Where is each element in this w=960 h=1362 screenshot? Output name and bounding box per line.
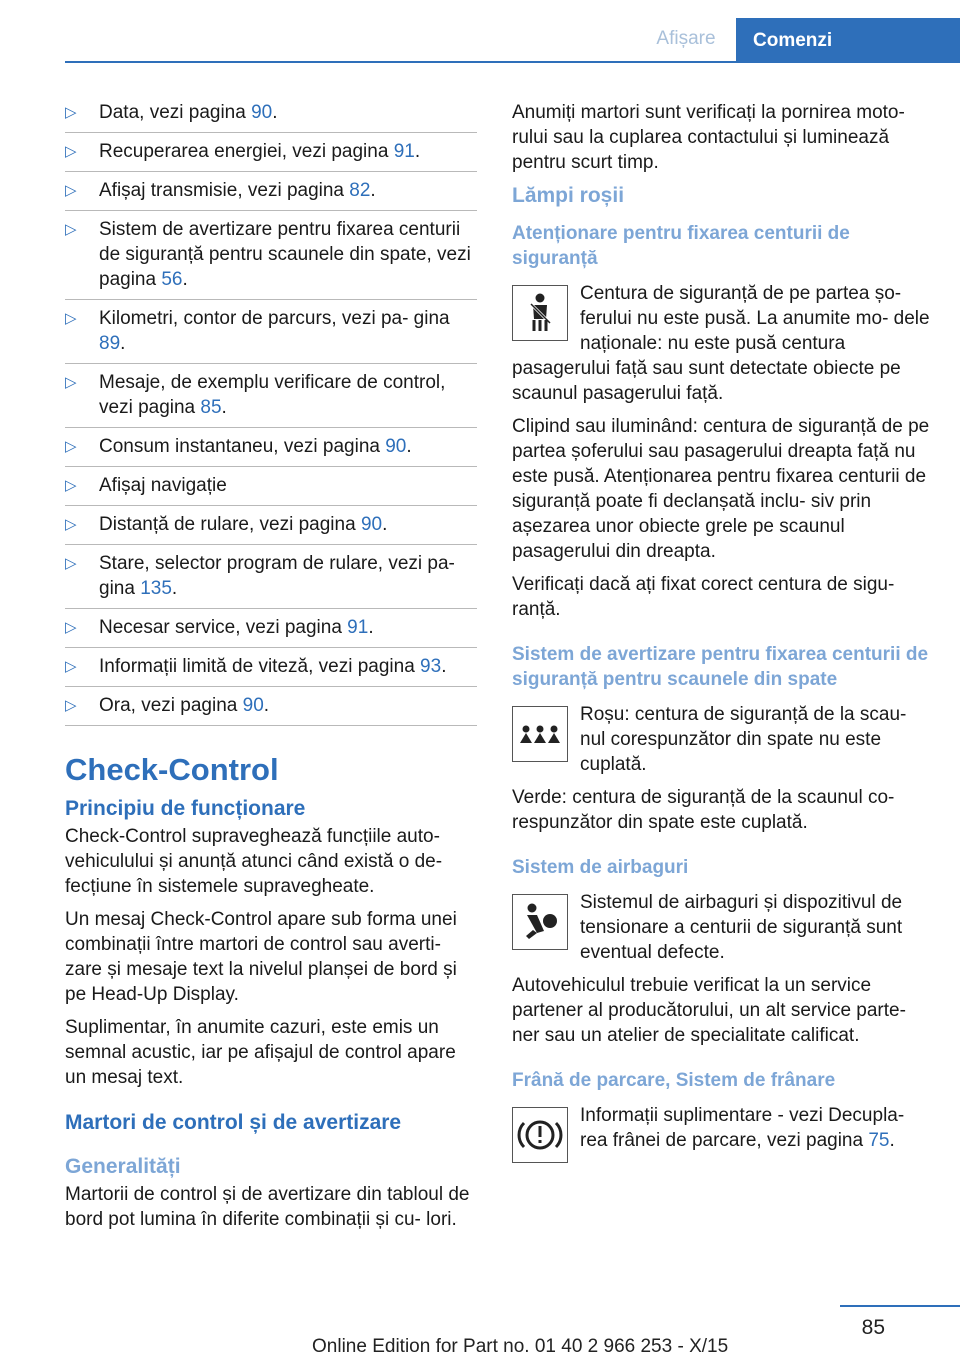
subsection-lamps: Martori de control și de avertizare (65, 1111, 402, 1134)
list-item-end: . (368, 617, 374, 638)
section-title-check-control: Check-Control (65, 752, 279, 787)
list-item (65, 139, 477, 172)
list-item-end: . (382, 514, 388, 535)
left-column (65, 100, 477, 1240)
paragraph: Un mesaj Check-Control apare sub forma unei combinații între martori de control sau averti- zare și mesaje text la nivelul planșei de bord și pe Head-Up Display. (65, 909, 457, 1005)
page-link[interactable]: 90 (385, 436, 407, 457)
triangle-right-icon: ▷ (65, 516, 77, 533)
paragraph: Autovehiculul trebuie verificat la un service partener al producătorului, un alt service parte- ner sau un atelier de specialitate calificat. (512, 975, 906, 1046)
list-item (65, 654, 477, 687)
list-item-end: . (171, 578, 178, 599)
page-link[interactable]: 56 (161, 269, 183, 290)
list-item-end: . (182, 269, 188, 290)
paragraph: Verde: centura de siguranță de la scaunul co- respunzător din spate este cuplată. (512, 787, 895, 833)
list-item (65, 100, 477, 133)
list-item-text: Afișaj navigație (99, 475, 227, 496)
list-item-end: . (441, 656, 447, 677)
tab-comenzi[interactable] (736, 18, 960, 62)
list-item (65, 370, 477, 428)
triangle-right-icon: ▷ (65, 221, 77, 238)
heading-red-lamps: Lămpi roșii (512, 184, 625, 207)
right-column (512, 100, 930, 1167)
list-item (65, 178, 477, 211)
page-header (0, 0, 960, 62)
seatbelt-warning-icon (512, 285, 568, 341)
list-item-text: Necesar service, vezi pagina (99, 617, 348, 638)
triangle-right-icon: ▷ (65, 619, 77, 636)
list-item-text: Data, vezi pagina (99, 102, 252, 123)
heading-rear-belt: Sistem de avertizare pentru fixarea centurii de siguranță pentru scaunele din spate (512, 644, 929, 690)
list-item-text: Consum instantaneu, vezi pagina (99, 436, 386, 457)
brake-block (512, 1103, 930, 1167)
list-item-end: . (221, 397, 227, 418)
page-link[interactable]: 93 (420, 656, 442, 677)
list-item-text: Kilometri, contor de parcurs, vezi pa- gina (99, 308, 450, 329)
belt-warning-block (512, 281, 930, 406)
rear-belt-text: Roșu: centura de siguranță de la scau- nul corespunzător din spate nu este cuplată. (580, 704, 907, 775)
triangle-right-icon: ▷ (65, 310, 77, 327)
list-item-end: . (414, 141, 421, 162)
page-link[interactable]: 89 (99, 333, 121, 354)
list-item (65, 693, 477, 726)
paragraph: Suplimentar, în anumite cazuri, este emis un semnal acustic, iar pe afișajul de control apare un mesaj text. (65, 1017, 456, 1088)
page-link[interactable]: 91 (393, 141, 415, 162)
page-link[interactable]: 90 (360, 514, 383, 535)
list-item-text: Mesaje, de exemplu verificare de control, vezi pagina (99, 372, 446, 418)
paragraph: Anumiți martori sunt verificați la pornirea moto- rului sau la cuplarea contactului și luminează pentru scurt timp. (512, 102, 905, 173)
display-items-list (65, 100, 477, 726)
page-link[interactable]: 135 (140, 578, 172, 599)
list-item-end: . (263, 695, 270, 716)
triangle-right-icon: ▷ (65, 658, 77, 675)
triangle-right-icon: ▷ (65, 477, 77, 494)
tab-comenzi-label: Comenzi (753, 30, 833, 51)
rear-seatbelt-icon (512, 706, 568, 762)
triangle-right-icon: ▷ (65, 555, 77, 572)
heading-airbag: Sistem de airbaguri (512, 857, 689, 878)
list-item (65, 551, 477, 609)
brake-text: Informații suplimentare - vezi Decupla- rea frânei de parcare, vezi pagina 75. (580, 1105, 905, 1151)
triangle-right-icon: ▷ (65, 143, 77, 160)
airbag-text: Sistemul de airbaguri și dispozitivul de tensionare a centurii de siguranță sunt eventual defecte. (580, 892, 903, 963)
page-link[interactable]: 91 (347, 617, 369, 638)
list-item (65, 615, 477, 648)
footer-rule (840, 1305, 960, 1307)
list-item-text: Sistem de avertizare pentru fixarea centurii de siguranță pentru scaunele din spate, vezi pagina (99, 219, 471, 290)
list-item-text: Ora, vezi pagina (99, 695, 243, 716)
airbag-block (512, 890, 930, 965)
page-number: 85 (861, 1316, 885, 1339)
triangle-right-icon: ▷ (65, 104, 77, 121)
list-item (65, 217, 477, 300)
parking-brake-icon (512, 1107, 568, 1163)
list-item (65, 512, 477, 545)
list-item-text: Stare, selector program de rulare, vezi pa- gina (99, 553, 455, 599)
subsection-general: Generalități (65, 1155, 181, 1178)
list-item-text: Recuperarea energiei, vezi pagina (99, 141, 394, 162)
triangle-right-icon: ▷ (65, 374, 77, 391)
page-link[interactable]: 90 (242, 695, 264, 716)
footer-edition: Online Edition for Part no. 01 40 2 966 253 - X/15 (312, 1336, 729, 1357)
rear-belt-block (512, 702, 930, 777)
triangle-right-icon: ▷ (65, 697, 77, 714)
tab-afisare[interactable]: Afișare (656, 28, 716, 49)
triangle-right-icon: ▷ (65, 438, 77, 455)
page-link[interactable]: 90 (251, 102, 273, 123)
header-rule (65, 61, 960, 63)
page-link[interactable]: 85 (200, 397, 222, 418)
list-item-end: . (120, 333, 126, 354)
subsection-principle: Principiu de funcționare (65, 797, 306, 820)
airbag-warning-icon (512, 894, 568, 950)
heading-brake: Frână de parcare, Sistem de frânare (512, 1070, 836, 1091)
paragraph: Check-Control supraveghează funcțiile auto- vehiculului și anunță atunci când există o de- fecțiune în sistemele supravegheate. (65, 826, 443, 897)
triangle-right-icon: ▷ (65, 182, 77, 199)
list-item-end: . (272, 102, 278, 123)
page-link[interactable]: 82 (349, 180, 371, 201)
paragraph: Verificați dacă ați fixat corect centura de sigu- ranță. (512, 574, 895, 620)
paragraph: Clipind sau iluminând: centura de siguranță de pe partea șoferului sau pasagerului dreapta față nu este pusă. Atenționarea pentru fixarea centurii de siguranță poate fi declanșată inclu- siv prin așezarea unor obiecte grele pe scaunul pasagerului din dreapta. (512, 416, 930, 562)
list-item-text: Distanță de rulare, vezi pagina (99, 514, 361, 535)
list-item-end: . (406, 436, 412, 457)
list-item (65, 306, 477, 364)
list-item (65, 434, 477, 467)
list-item (65, 473, 477, 506)
heading-belt-warning: Atenționare pentru fixarea centurii de siguranță (512, 223, 850, 269)
belt-warning-text: Centura de siguranță de pe partea șo- ferului nu este pusă. La anumite mo- dele naționale: nu este pusă centura pasagerului față sau sunt detectate obiecte pe scaunul pasagerului față. (512, 283, 930, 404)
page-link[interactable]: 75 (868, 1130, 890, 1151)
list-item-text: Afișaj transmisie, vezi pagina (99, 180, 350, 201)
list-item-end: . (370, 180, 376, 201)
list-item-text: Informații limită de viteză, vezi pagina (99, 656, 421, 677)
paragraph: Martorii de control și de avertizare din tabloul de bord pot lumina în diferite combinații și cu- lori. (65, 1184, 470, 1230)
